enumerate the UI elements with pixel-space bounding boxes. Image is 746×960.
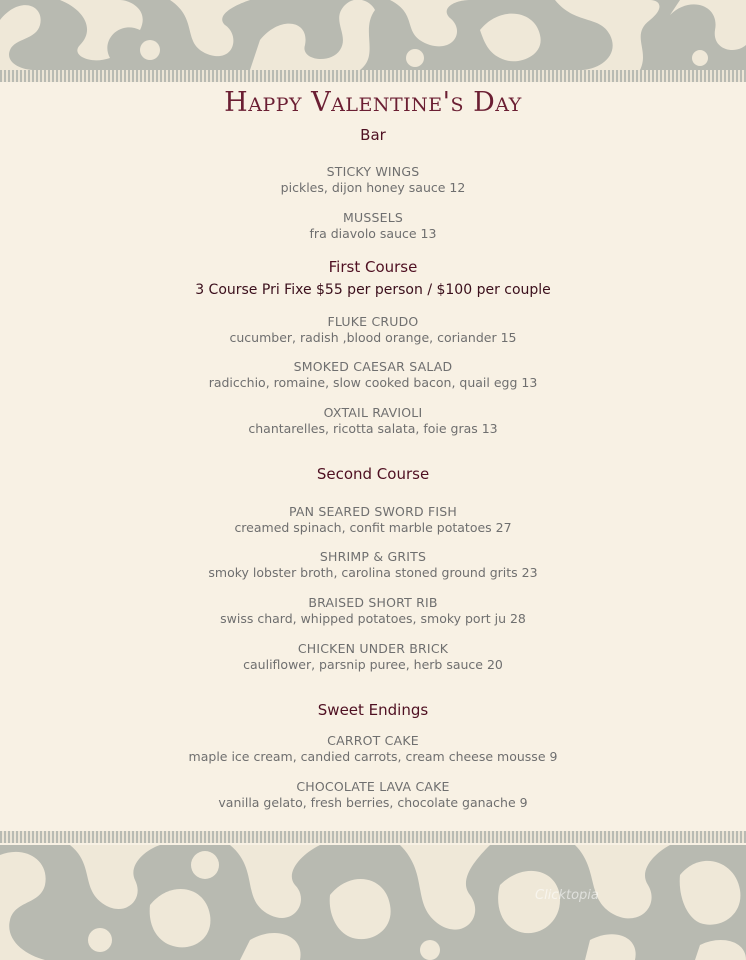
item-name: CHOCOLATE LAVA CAKE xyxy=(296,779,450,794)
border-stripe-bottom xyxy=(0,831,746,843)
item-name: CARROT CAKE xyxy=(327,733,419,748)
item-desc: cauliflower, parsnip puree, herb sauce 20 xyxy=(243,657,503,672)
menu-item xyxy=(0,405,746,437)
item-name: CHICKEN UNDER BRICK xyxy=(297,641,449,656)
item-desc: swiss chard, whipped potatoes, smoky port ju 28 xyxy=(220,611,526,626)
item-name: OXTAIL RAVIOLI xyxy=(323,405,423,420)
item-name: SMOKED CAESAR SALAD xyxy=(293,359,453,374)
border-stripe-top xyxy=(0,70,746,82)
section-heading-second-course: Second Course xyxy=(316,465,430,483)
item-desc: radicchio, romaine, slow cooked bacon, quail egg 13 xyxy=(208,375,538,390)
prix-fixe-note: 3 Course Pri Fixe $55 per person / $100 per couple xyxy=(195,282,551,298)
menu-item xyxy=(0,164,746,196)
menu-item xyxy=(0,504,746,536)
section-heading-first-course: First Course xyxy=(328,258,418,276)
menu-item xyxy=(0,641,746,673)
item-desc: fra diavolo sauce 13 xyxy=(309,226,437,241)
item-desc: smoky lobster broth, carolina stoned ground grits 23 xyxy=(208,565,538,580)
item-desc: pickles, dijon honey sauce 12 xyxy=(280,180,466,195)
damask-pattern-bottom xyxy=(0,845,746,960)
item-name: PAN SEARED SWORD FISH xyxy=(288,504,457,519)
item-desc: creamed spinach, confit marble potatoes 27 xyxy=(234,520,512,535)
item-desc: maple ice cream, candied carrots, cream cheese mousse 9 xyxy=(188,749,558,764)
item-name: FLUKE CRUDO xyxy=(327,314,419,329)
section-heading-bar: Bar xyxy=(360,126,386,144)
menu-item xyxy=(0,314,746,346)
menu-item xyxy=(0,733,746,765)
watermark-text: Clicktopia xyxy=(535,888,599,903)
menu-item xyxy=(0,210,746,242)
item-name: SHRIMP & GRITS xyxy=(319,549,427,564)
menu-item xyxy=(0,549,746,581)
damask-pattern-top xyxy=(0,0,746,70)
damask-border-top xyxy=(0,0,746,70)
menu-item xyxy=(0,779,746,811)
page-title: Happy Valentine's Day xyxy=(224,87,522,118)
item-desc: cucumber, radish ,blood orange, coriander 15 xyxy=(229,330,517,345)
item-name: STICKY WINGS xyxy=(326,164,420,179)
menu-item xyxy=(0,359,746,391)
item-name: MUSSELS xyxy=(343,210,403,225)
menu-item xyxy=(0,595,746,627)
section-heading-sweet-endings: Sweet Endings xyxy=(317,701,429,719)
menu-content xyxy=(0,82,746,831)
item-desc: vanilla gelato, fresh berries, chocolate ganache 9 xyxy=(218,795,528,810)
item-desc: chantarelles, ricotta salata, foie gras 13 xyxy=(248,421,498,436)
damask-border-bottom xyxy=(0,845,746,960)
item-name: BRAISED SHORT RIB xyxy=(308,595,438,610)
